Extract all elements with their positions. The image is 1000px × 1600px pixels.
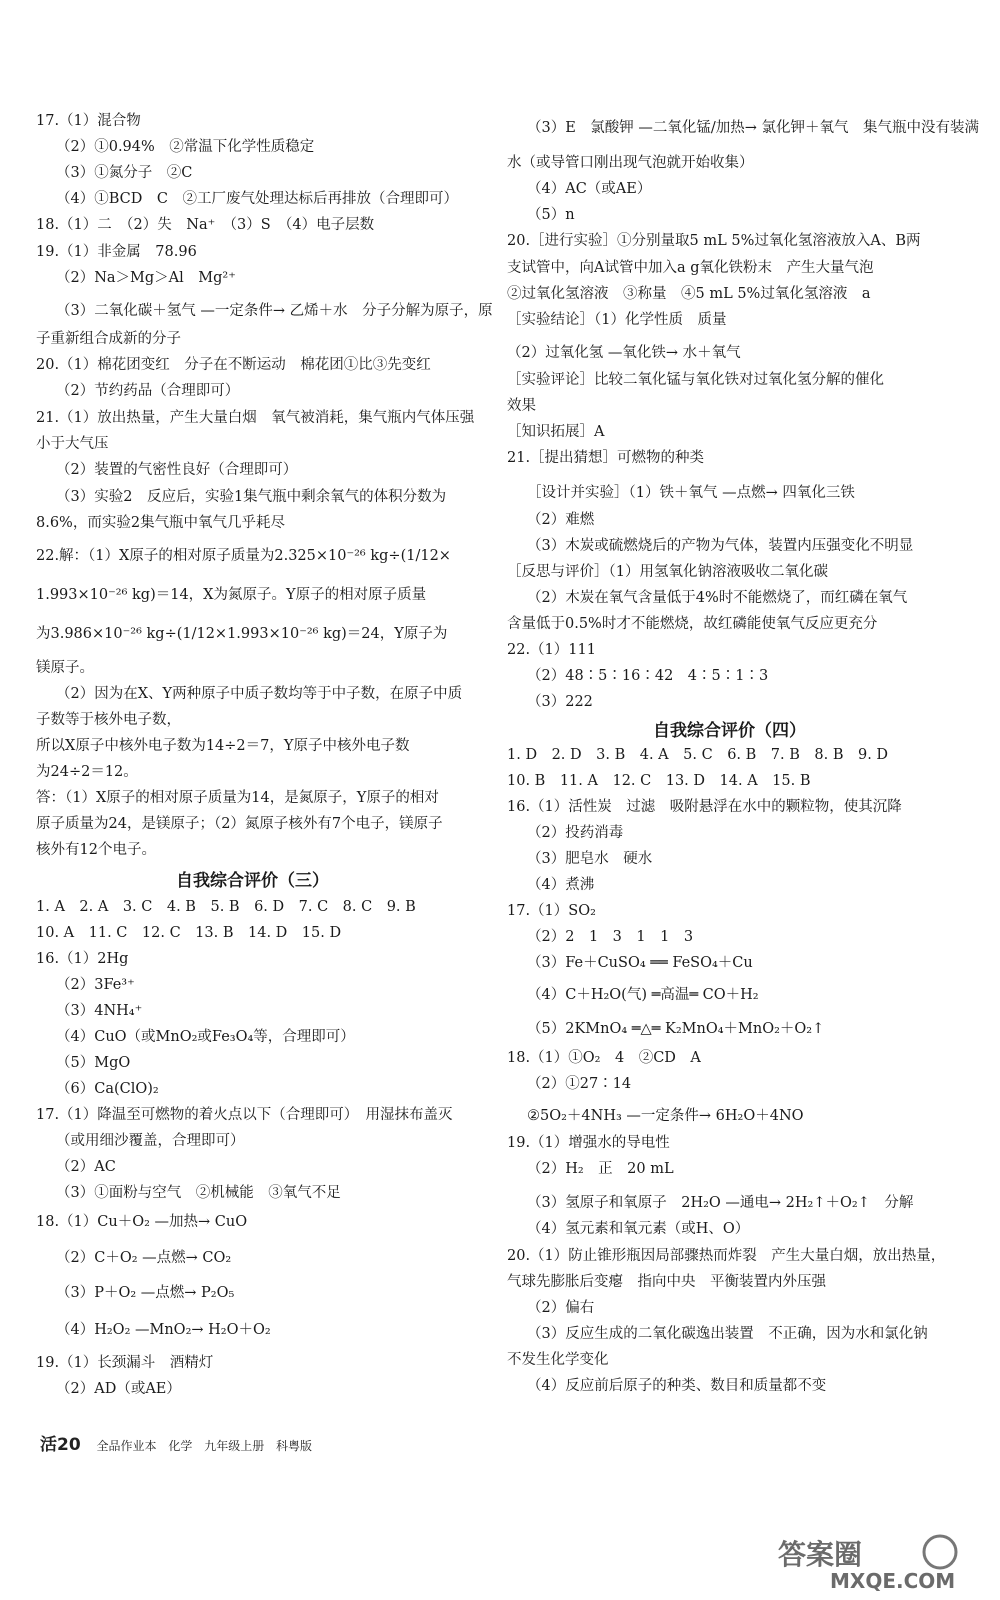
answer-line: 支试管中，向A试管中加入a g氧化铁粉末 产生大量气泡 [507,260,874,276]
answer-line: 21.（1）放出热量，产生大量白烟 氧气被消耗，集气瓶内气体压强 [36,410,475,426]
answer-line: （3）木炭或硫燃烧后的产物为气体，装置内压强变化不明显 [527,538,914,554]
answer-line: 小于大气压 [36,436,109,452]
answer-line: 气球先膨胀后变瘪 指向中央 平衡装置内外压强 [507,1274,826,1290]
answer-line: （3）P＋O₂ —点燃→ P₂O₅ [56,1285,235,1301]
answer-line: 20.（1）棉花团变红 分子在不断运动 棉花团①比③先变红 [36,357,431,373]
answer-line: 含量低于0.5%时才不能燃烧，故红磷能使氧气反应更充分 [507,616,878,632]
answer-line: （2）因为在X、Y两种原子中质子数均等于中子数，在原子中质 [56,686,463,702]
answer-line: （4）CuO（或MnO₂或Fe₃O₄等，合理即可） [56,1029,355,1045]
answer-line: （3）氢原子和氧原子 2H₂O —通电→ 2H₂↑＋O₂↑ 分解 [527,1195,914,1211]
answer-line: （2）投药消毒 [527,825,624,841]
answer-line: （6）Ca(ClO)₂ [56,1081,159,1097]
answer-line: （3）反应生成的二氧化碳逸出装置 不正确，因为水和氯化钠 [527,1326,928,1342]
answer-line: ［设计并实验］（1）铁＋氧气 —点燃→ 四氧化三铁 [527,485,855,501]
answer-line: （3）4NH₄⁺ [56,1003,143,1019]
answer-line: 10. B 11. A 12. C 13. D 14. A 15. B [507,773,811,789]
answer-line: 19.（1）长颈漏斗 酒精灯 [36,1355,214,1371]
answer-line: （5）MgO [56,1055,131,1071]
answer-line: （3）①氮分子 ②C [56,165,193,181]
answer-line: （4）①BCD C ②工厂废气处理达标后再排放（合理即可） [56,191,458,207]
answer-line: 为24÷2＝12。 [36,764,138,780]
answer-line: 18.（1）①O₂ 4 ②CD A [507,1050,701,1066]
subject: 化学 [168,1439,193,1453]
answer-line: 22.（1）111 [507,642,596,658]
answer-line: （2）木炭在氧气含量低于4%时不能燃烧了，而红磷在氧气 [527,590,908,606]
answer-line: （2）节约药品（合理即可） [56,383,240,399]
answer-line: 18.（1）Cu＋O₂ —加热→ CuO [36,1214,248,1230]
page-footer [40,1430,320,1455]
answer-line: 20.（1）防止锥形瓶因局部骤热而炸裂 产生大量白烟，放出热量， [507,1248,946,1264]
answer-line: （3）Fe＋CuSO₄ ══ FeSO₄＋Cu [527,955,753,971]
grade: 九年级上册 [204,1439,265,1453]
section-title-four: 自我综合评价（四） [653,721,806,741]
watermark-url: MXQE.COM [830,1569,956,1592]
page-number: 活20 [40,1435,81,1455]
answer-line: 为3.986×10⁻²⁶ kg÷(1/12×1.993×10⁻²⁶ kg)＝24，Y原子为 [36,626,448,642]
answer-line: （2）①27∶14 [527,1076,632,1092]
answer-line: 10. A 11. C 12. C 13. B 14. D 15. D [36,925,342,941]
section-title-three: 自我综合评价（三） [176,871,329,891]
answer-line: 子重新组合成新的分子 [36,331,181,347]
answer-line: （2）难燃 [527,512,595,528]
answer-line: （2）Na＞Mg＞Al Mg²⁺ [56,270,236,286]
answer-line: （4）氢元素和氧元素（或H、O） [527,1221,750,1237]
answer-line: 16.（1）2Hg [36,951,129,967]
answer-line: （3）实验2 反应后，实验1集气瓶中剩余氧气的体积分数为 [56,489,447,505]
answer-line: 21.［提出猜想］可燃物的种类 [507,450,705,466]
answer-line: （2）过氧化氢 —氧化铁→ 水＋氧气 [507,345,741,361]
answer-line: （3）E 氯酸钾 —二氧化锰/加热→ 氯化钾＋氧气 集气瓶中没有装满 [527,120,980,136]
answer-line: 19.（1）增强水的导电性 [507,1135,670,1151]
answer-line: （2）48∶5∶16∶42 4∶5∶1∶3 [527,668,769,684]
answer-line: （3）222 [527,694,593,710]
answer-line: （3）①面粉与空气 ②机械能 ③氧气不足 [56,1185,341,1201]
answer-line: （2）H₂ 正 20 mL [527,1161,674,1177]
watermark-logo [770,1532,980,1592]
answer-line: （5）n [527,207,575,223]
answer-line: （2）2 1 3 1 1 3 [527,929,694,945]
answer-line: 水（或导管口刚出现气泡就开始收集） [507,155,754,171]
answer-line: 1.993×10⁻²⁶ kg)＝14，X为氮原子。Y原子的相对原子质量 [36,587,427,603]
answer-line: ［实验评论］比较二氧化锰与氧化铁对过氧化氢分解的催化 [507,372,884,388]
answer-line: （5）2KMnO₄ ═△═ K₂MnO₄＋MnO₂＋O₂↑ [527,1021,825,1037]
answer-line: 8.6%，而实验2集气瓶中氧气几乎耗尽 [36,515,286,531]
watermark-brand: 答案圈 [778,1538,863,1571]
answer-line: （或用细沙覆盖，合理即可） [56,1133,245,1149]
edition: 科粤版 [276,1439,313,1453]
answer-line: 16.（1）活性炭 过滤 吸附悬浮在水中的颗粒物，使其沉降 [507,799,902,815]
answer-line: （4）AC（或AE） [527,181,652,197]
answer-line: 22.解：（1）X原子的相对原子质量为2.325×10⁻²⁶ kg÷(1/12× [36,548,451,564]
answer-line: 20.［进行实验］①分别量取5 mL 5%过氧化氢溶液放入A、B两 [507,233,921,249]
answer-line: 17.（1）降温至可燃物的着火点以下（合理即可） 用湿抹布盖灭 [36,1107,453,1123]
answer-line: （4）煮沸 [527,877,595,893]
answer-line: 答：（1）X原子的相对原子质量为14，是氮原子，Y原子的相对 [36,790,439,806]
answer-line: （2）AD（或AE） [56,1381,181,1397]
answer-line: （3）肥皂水 硬水 [527,851,653,867]
answer-line: 不发生化学变化 [507,1352,609,1368]
answer-line: （2）①0.94% ②常温下化学性质稳定 [56,139,315,155]
answer-line: 1. D 2. D 3. B 4. A 5. C 6. B 7. B 8. B 9. D [507,747,889,763]
answer-line: （3）二氧化碳＋氢气 —一定条件→ 乙烯＋水 分子分解为原子，原 [56,303,493,319]
answer-line: （2）C＋O₂ —点燃→ CO₂ [56,1250,232,1266]
answer-line: ［反思与评价］（1）用氢氧化钠溶液吸收二氧化碳 [507,564,828,580]
watermark-circle-icon [924,1536,956,1568]
answer-line: 1. A 2. A 3. C 4. B 5. B 6. D 7. C 8. C 9. B [36,899,416,915]
answer-line: （4）反应前后原子的种类、数目和质量都不变 [527,1378,827,1394]
answer-line: （4）H₂O₂ —MnO₂→ H₂O＋O₂ [56,1322,271,1338]
answer-line: （2）AC [56,1159,116,1175]
answer-line: 所以X原子中核外电子数为14÷2＝7，Y原子中核外电子数 [36,738,410,754]
answer-line: 核外有12个电子。 [36,842,156,858]
answer-line: （2）装置的气密性良好（合理即可） [56,462,298,478]
answer-line: （2）偏右 [527,1300,595,1316]
answer-line: ②过氧化氢溶液 ③称量 ④5 mL 5%过氧化氢溶液 a [507,286,871,302]
answer-line: 17.（1）混合物 [36,113,141,129]
answer-line: 镁原子。 [36,660,94,676]
answer-line: ［实验结论］（1）化学性质 质量 [507,312,727,328]
answer-line: 19.（1）非金属 78.96 [36,244,197,260]
answer-line: 子数等于核外电子数， [36,712,181,728]
book-name: 全品作业本 [96,1439,157,1453]
answer-line: （4）C＋H₂O(气) ═高温═ CO＋H₂ [527,987,759,1003]
answer-line: 原子质量为24，是镁原子；（2）氮原子核外有7个电子，镁原子 [36,816,443,832]
answer-line: 17.（1）SO₂ [507,903,596,919]
answer-line: ②5O₂＋4NH₃ —一定条件→ 6H₂O＋4NO [527,1108,804,1124]
answer-line: 效果 [507,398,536,414]
answer-line: （2）3Fe³⁺ [56,977,135,993]
answer-line: 18.（1）二 （2）失 Na⁺ （3）S （4）电子层数 [36,217,375,233]
answer-line: ［知识拓展］A [507,424,605,440]
